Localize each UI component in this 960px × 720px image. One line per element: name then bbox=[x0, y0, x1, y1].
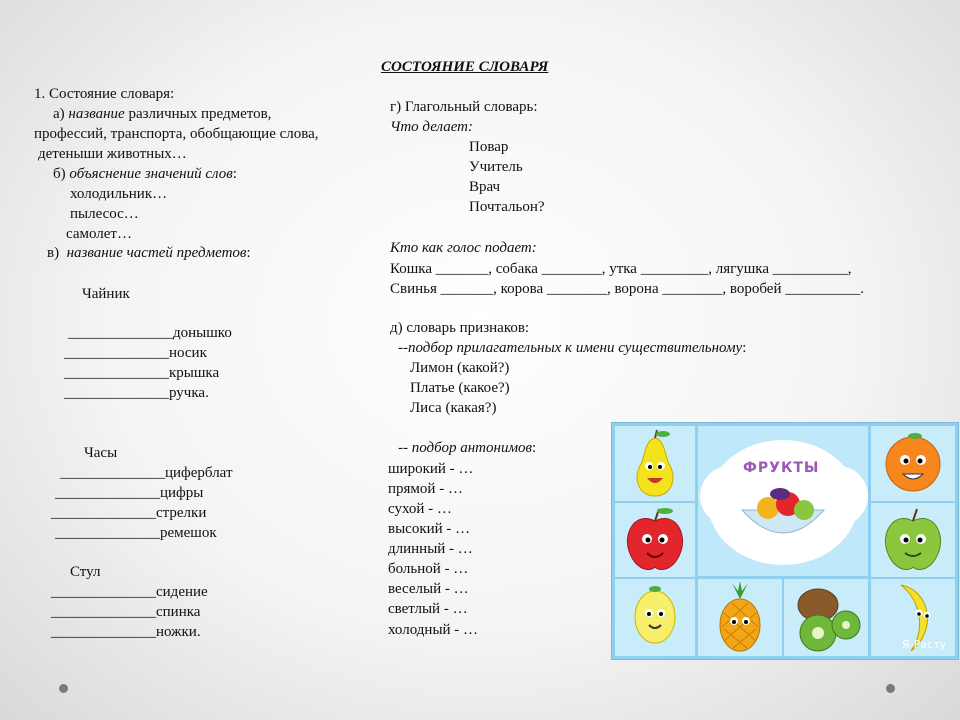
decorative-dot bbox=[59, 684, 68, 693]
list-item: холодильник… bbox=[70, 186, 168, 202]
list-item: светлый - … bbox=[388, 601, 468, 617]
part-line: ______________донышко bbox=[68, 325, 232, 341]
orange-icon bbox=[871, 426, 955, 501]
part-line: ______________крышка bbox=[64, 365, 220, 381]
green-apple-icon bbox=[871, 503, 955, 577]
list-item: прямой - … bbox=[388, 481, 463, 497]
item-a: а) название различных предметов, bbox=[53, 106, 272, 122]
item-a-line3: детеныши животных… bbox=[38, 146, 187, 162]
lemon-tile bbox=[615, 579, 695, 656]
list-item: Учитель bbox=[469, 159, 523, 175]
item-b: б) объяснение значений слов: bbox=[53, 166, 237, 182]
list-item: Лиса (какая?) bbox=[410, 400, 497, 416]
decorative-dot bbox=[886, 684, 895, 693]
part-line: ______________ножки. bbox=[51, 624, 201, 640]
pear-tile bbox=[615, 426, 695, 501]
pear-icon bbox=[615, 426, 695, 501]
part-line: ______________сидение bbox=[51, 584, 208, 600]
list-item: широкий - … bbox=[388, 461, 474, 477]
kiwi-icon bbox=[784, 579, 868, 656]
pineapple-tile bbox=[698, 579, 782, 656]
sub-heading: --подбор прилагательных к имени существительному: bbox=[398, 340, 747, 356]
pineapple-icon bbox=[698, 579, 782, 656]
blank-line: Кошка _______, собака ________, утка _________, лягушка __________, bbox=[390, 261, 852, 277]
page-title: СОСТОЯНИЕ СЛОВАРЯ bbox=[381, 59, 549, 75]
blank-line: Свинья _______, корова ________, ворона ________, воробей __________. bbox=[390, 281, 864, 297]
part-line: ______________стрелки bbox=[51, 505, 207, 521]
list-item: больной - … bbox=[388, 561, 469, 577]
apple-green-tile bbox=[871, 503, 955, 577]
orange-tile bbox=[871, 426, 955, 501]
part-line: ______________ремешок bbox=[55, 525, 217, 541]
fruits-center-panel bbox=[698, 426, 868, 576]
list-item: высокий - … bbox=[388, 521, 471, 537]
list-item: длинный - … bbox=[388, 541, 473, 557]
part-line: ______________носик bbox=[64, 345, 207, 361]
section-heading: д) словарь признаков: bbox=[390, 320, 530, 336]
part-line: ______________циферблат bbox=[60, 465, 233, 481]
list-item: веселый - … bbox=[388, 581, 469, 597]
fruits-label: ФРУКТЫ bbox=[743, 460, 820, 476]
apple-red-tile bbox=[615, 503, 695, 577]
list-item: холодный - … bbox=[388, 622, 479, 638]
part-line: ______________цифры bbox=[55, 485, 204, 501]
group-name: Стул bbox=[70, 564, 101, 580]
item-v: в) название частей предметов: bbox=[47, 245, 251, 261]
kiwi-tile bbox=[784, 579, 868, 656]
part-line: ______________спинка bbox=[51, 604, 201, 620]
list-item: самолет… bbox=[66, 226, 132, 242]
red-apple-icon bbox=[615, 503, 695, 577]
question: Кто как голос подает: bbox=[390, 240, 537, 256]
list-item: Почтальон? bbox=[469, 199, 545, 215]
fruits-illustration bbox=[611, 422, 959, 660]
section-heading: г) Глагольный словарь: bbox=[390, 99, 538, 115]
item-a-line2: профессий, транспорта, обобщающие слова, bbox=[34, 126, 319, 142]
group-name: Чайник bbox=[82, 286, 130, 302]
fruit-bowl-icon bbox=[738, 486, 828, 546]
section-heading: 1. Состояние словаря: bbox=[34, 86, 175, 102]
lemon-icon bbox=[615, 579, 695, 656]
question: Что делает: bbox=[390, 119, 473, 135]
list-item: Врач bbox=[469, 179, 501, 195]
part-line: ______________ручка. bbox=[64, 385, 209, 401]
list-item: пылесос… bbox=[70, 206, 139, 222]
list-item: Повар bbox=[469, 139, 509, 155]
list-item: Лимон (какой?) bbox=[410, 360, 510, 376]
list-item: Платье (какое?) bbox=[410, 380, 510, 396]
list-item: сухой - … bbox=[388, 501, 452, 517]
group-name: Часы bbox=[84, 445, 118, 461]
sub-heading: -- подбор антонимов: bbox=[398, 440, 537, 456]
watermark: Я-Расту bbox=[902, 638, 946, 651]
